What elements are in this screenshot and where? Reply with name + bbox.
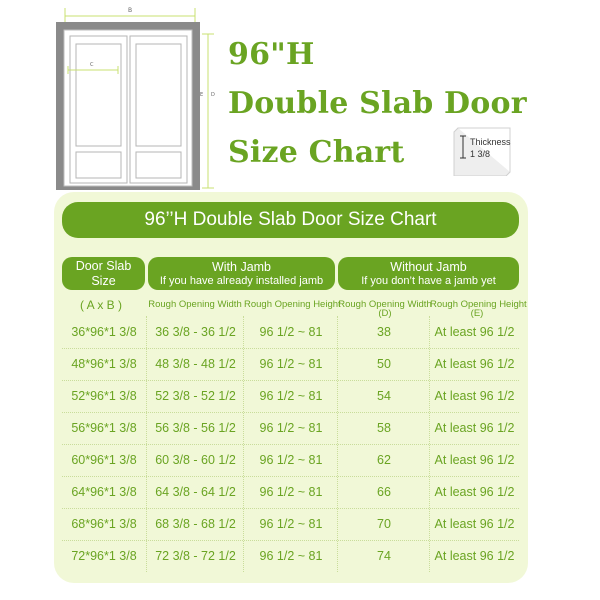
table-row — [62, 316, 519, 348]
slab-size-cell: 52*96*1 3/8 — [71, 389, 137, 403]
opening-width-cell: 50 — [377, 357, 391, 371]
rough-width-cell: 56 3/8 - 56 1/2 — [155, 421, 236, 435]
rough-height-cell: 96 1/2 ~ 81 — [259, 485, 323, 499]
slab-letter: C — [90, 62, 94, 68]
opening-height-letter: (E) — [470, 308, 484, 319]
rough-height-cell: 96 1/2 ~ 81 — [259, 325, 323, 339]
rough-width-cell: 72 3/8 - 72 1/2 — [155, 549, 236, 563]
table-row — [62, 380, 519, 412]
opening-width-cell: 54 — [377, 389, 391, 403]
opening-width-letter: (D) — [378, 308, 392, 319]
rough-height-cell: 96 1/2 ~ 81 — [259, 453, 323, 467]
opening-height-cell: At least 96 1/2 — [434, 325, 515, 339]
opening-height-cell: At least 96 1/2 — [434, 485, 515, 499]
row-divider — [62, 380, 519, 381]
without-jamb-title: Without Jamb — [390, 259, 467, 274]
table-row — [62, 348, 519, 380]
opening-width-cell: 58 — [377, 421, 391, 435]
width-letter: B — [128, 7, 133, 14]
opening-width-cell: 38 — [377, 325, 391, 339]
table-row — [62, 476, 519, 508]
opening-width-cell: 62 — [377, 453, 391, 467]
rough-height-subheader: Rough Opening Height — [244, 299, 341, 310]
double-door-illustration — [48, 2, 226, 194]
opening-height-subheader: Rough Opening Height — [430, 299, 527, 310]
axb-label: ( A x B ) — [80, 298, 123, 312]
slab-size-cell: 48*96*1 3/8 — [71, 357, 137, 371]
opening-height-cell: At least 96 1/2 — [434, 549, 515, 563]
with-jamb-title: With Jamb — [211, 259, 272, 274]
row-divider — [62, 508, 519, 509]
slab-size-cell: 56*96*1 3/8 — [71, 421, 137, 435]
door-slab-size-header: Door Slab Size — [62, 257, 145, 290]
table-row — [62, 444, 519, 476]
rough-width-subheader: Rough Opening Width — [148, 299, 242, 310]
heading-line-1: 96"H — [228, 37, 315, 72]
opening-width-cell: 70 — [377, 517, 391, 531]
opening-height-cell: At least 96 1/2 — [434, 357, 515, 371]
row-divider — [62, 348, 519, 349]
opening-letter: D — [211, 92, 215, 98]
heading-line-3: Size Chart — [228, 135, 405, 170]
rough-width-cell: 64 3/8 - 64 1/2 — [155, 485, 236, 499]
rough-width-cell: 60 3/8 - 60 1/2 — [155, 453, 236, 467]
row-divider — [62, 444, 519, 445]
rough-width-cell: 52 3/8 - 52 1/2 — [155, 389, 236, 403]
opening-height-cell: At least 96 1/2 — [434, 453, 515, 467]
heading-line-2: Double Slab Door — [228, 86, 527, 121]
table-row — [62, 508, 519, 540]
thickness-card — [452, 124, 516, 176]
opening-width-cell: 74 — [377, 549, 391, 563]
with-jamb-subtitle: If you have already installed jamb — [159, 274, 324, 287]
table-row — [62, 540, 519, 572]
row-divider — [62, 412, 519, 413]
thickness-value: 1 3/8 — [470, 149, 491, 159]
thickness-label: Thickness — [470, 137, 511, 147]
opening-height-cell: At least 96 1/2 — [434, 389, 515, 403]
slab-size-cell: 60*96*1 3/8 — [71, 453, 137, 467]
rough-width-cell: 48 3/8 - 48 1/2 — [155, 357, 236, 371]
table-row — [62, 412, 519, 444]
slab-size-cell: 64*96*1 3/8 — [71, 485, 137, 499]
rough-width-cell: 68 3/8 - 68 1/2 — [155, 517, 236, 531]
without-jamb-header — [338, 257, 519, 290]
row-divider — [62, 540, 519, 541]
opening-width-cell: 66 — [377, 485, 391, 499]
opening-height-cell: At least 96 1/2 — [434, 421, 515, 435]
rough-width-cell: 36 3/8 - 36 1/2 — [155, 325, 236, 339]
table-title: 96’’H Double Slab Door Size Chart — [62, 202, 519, 238]
without-jamb-subtitle: If you don’t have a jamb yet — [361, 274, 496, 287]
rough-height-cell: 96 1/2 ~ 81 — [259, 549, 323, 563]
rough-height-cell: 96 1/2 ~ 81 — [259, 517, 323, 531]
opening-width-subheader: Rough Opening Width — [338, 299, 432, 310]
rough-height-cell: 96 1/2 ~ 81 — [259, 421, 323, 435]
slab-size-cell: 68*96*1 3/8 — [71, 517, 137, 531]
with-jamb-header — [148, 257, 335, 290]
height-dimension — [202, 34, 214, 188]
height-letter: E — [200, 92, 204, 98]
slab-size-cell: 72*96*1 3/8 — [71, 549, 137, 563]
rough-height-cell: 96 1/2 ~ 81 — [259, 389, 323, 403]
row-divider — [62, 476, 519, 477]
slab-size-cell: 36*96*1 3/8 — [71, 325, 137, 339]
rough-height-cell: 96 1/2 ~ 81 — [259, 357, 323, 371]
opening-height-cell: At least 96 1/2 — [434, 517, 515, 531]
